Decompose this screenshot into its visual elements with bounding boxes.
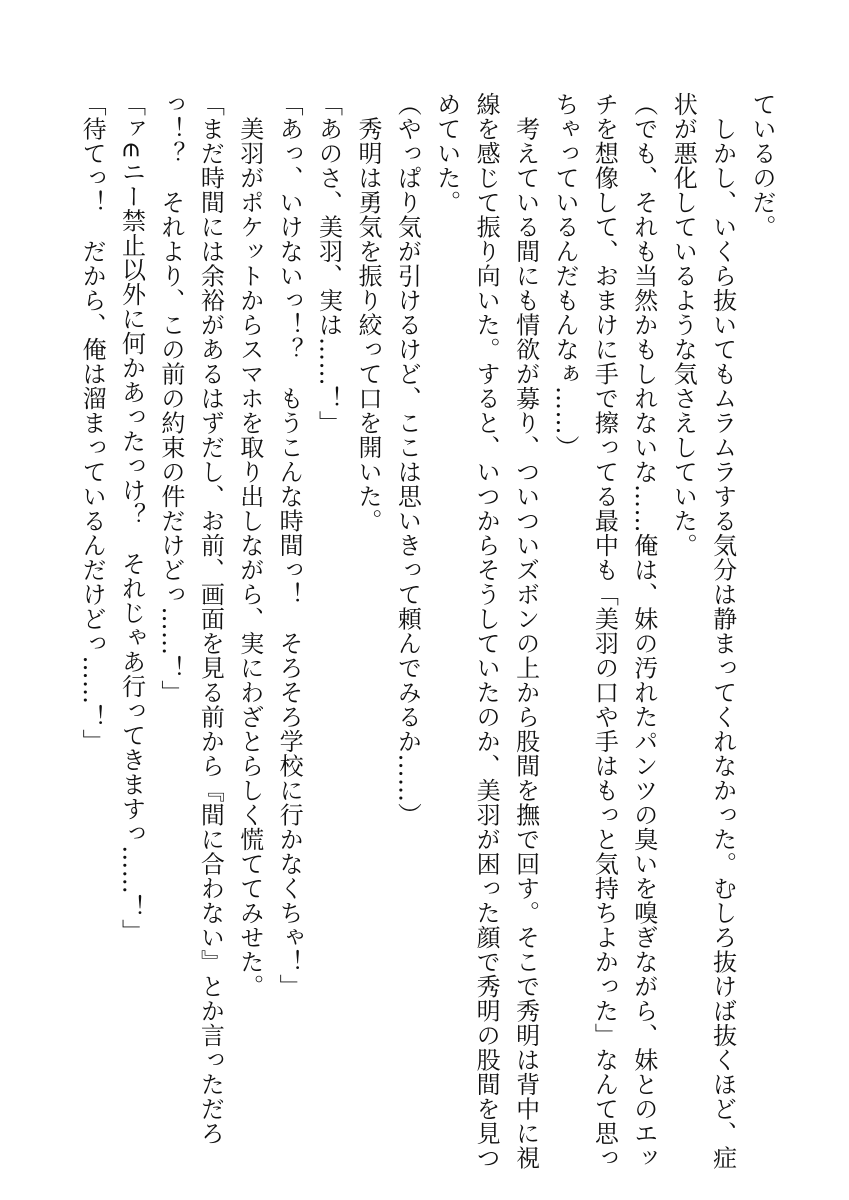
- text-line: 「あっ、いけないっ！？ もうこんな時間っ！ そろそろ学校に行かなくちゃ！」: [275, 92, 304, 999]
- text-line: 「あのさ、美羽、実は……！」: [314, 92, 343, 435]
- text-line: 「待てっ！ だから、俺は溜まっているんだけどっ……！」: [78, 92, 107, 754]
- text-line: ちゃっているんだもんなぁ……）: [550, 92, 579, 460]
- text-line: ているのだ。: [748, 92, 776, 239]
- text-line: （でも、それも当然かもしれないな……俺は、妹の汚れたパンツの臭いを嗅ぎながら、妹とのエッ: [629, 92, 658, 1170]
- text-line: チを想像して、おまけに手で擦ってる最中も「美羽の口や手はもっと気持ちよかった」なんて思っ: [590, 92, 619, 1170]
- text-line: 考えている間にも情欲が募り、ついついズボンの上から股間を撫で回す。そこで秀明は背中に視: [511, 92, 540, 1170]
- text-line: っ！？ それより、この前の約束の件だけどっ……！」: [156, 92, 185, 705]
- text-line: 「まだ時間には余裕があるはずだし、お前、画面を見る前から『間に合わない』とか言っただろ: [196, 92, 225, 1146]
- text-line: めていた。: [432, 92, 461, 215]
- text-line: しかし、いくら抜いてもムラムラする気分は静まってくれなかった。むしろ抜けば抜くほど、症: [708, 92, 737, 1170]
- text-line: 美羽がポケットからスマホを取り出しながら、実にわざとらしく慌ててみせた。: [235, 92, 264, 999]
- text-line: 「ァ∈ニー禁止以外に何かあったっけ？ それじゃあ行ってきますっ……！」: [117, 92, 146, 944]
- text-line: 状が悪化しているような気さえしていた。: [669, 92, 698, 558]
- text-line: 秀明は勇気を振り絞って口を開いた。: [353, 92, 382, 533]
- text-line: 線を感じて振り向いた。すると、いつからそうしていたのか、美羽が困った顔で秀明の股間を見つ: [472, 92, 501, 1170]
- text-line: （やっぱり気が引けるけど、ここは思いきって頼んでみるか……）: [393, 92, 422, 827]
- vertical-text-body: [72, 92, 781, 1170]
